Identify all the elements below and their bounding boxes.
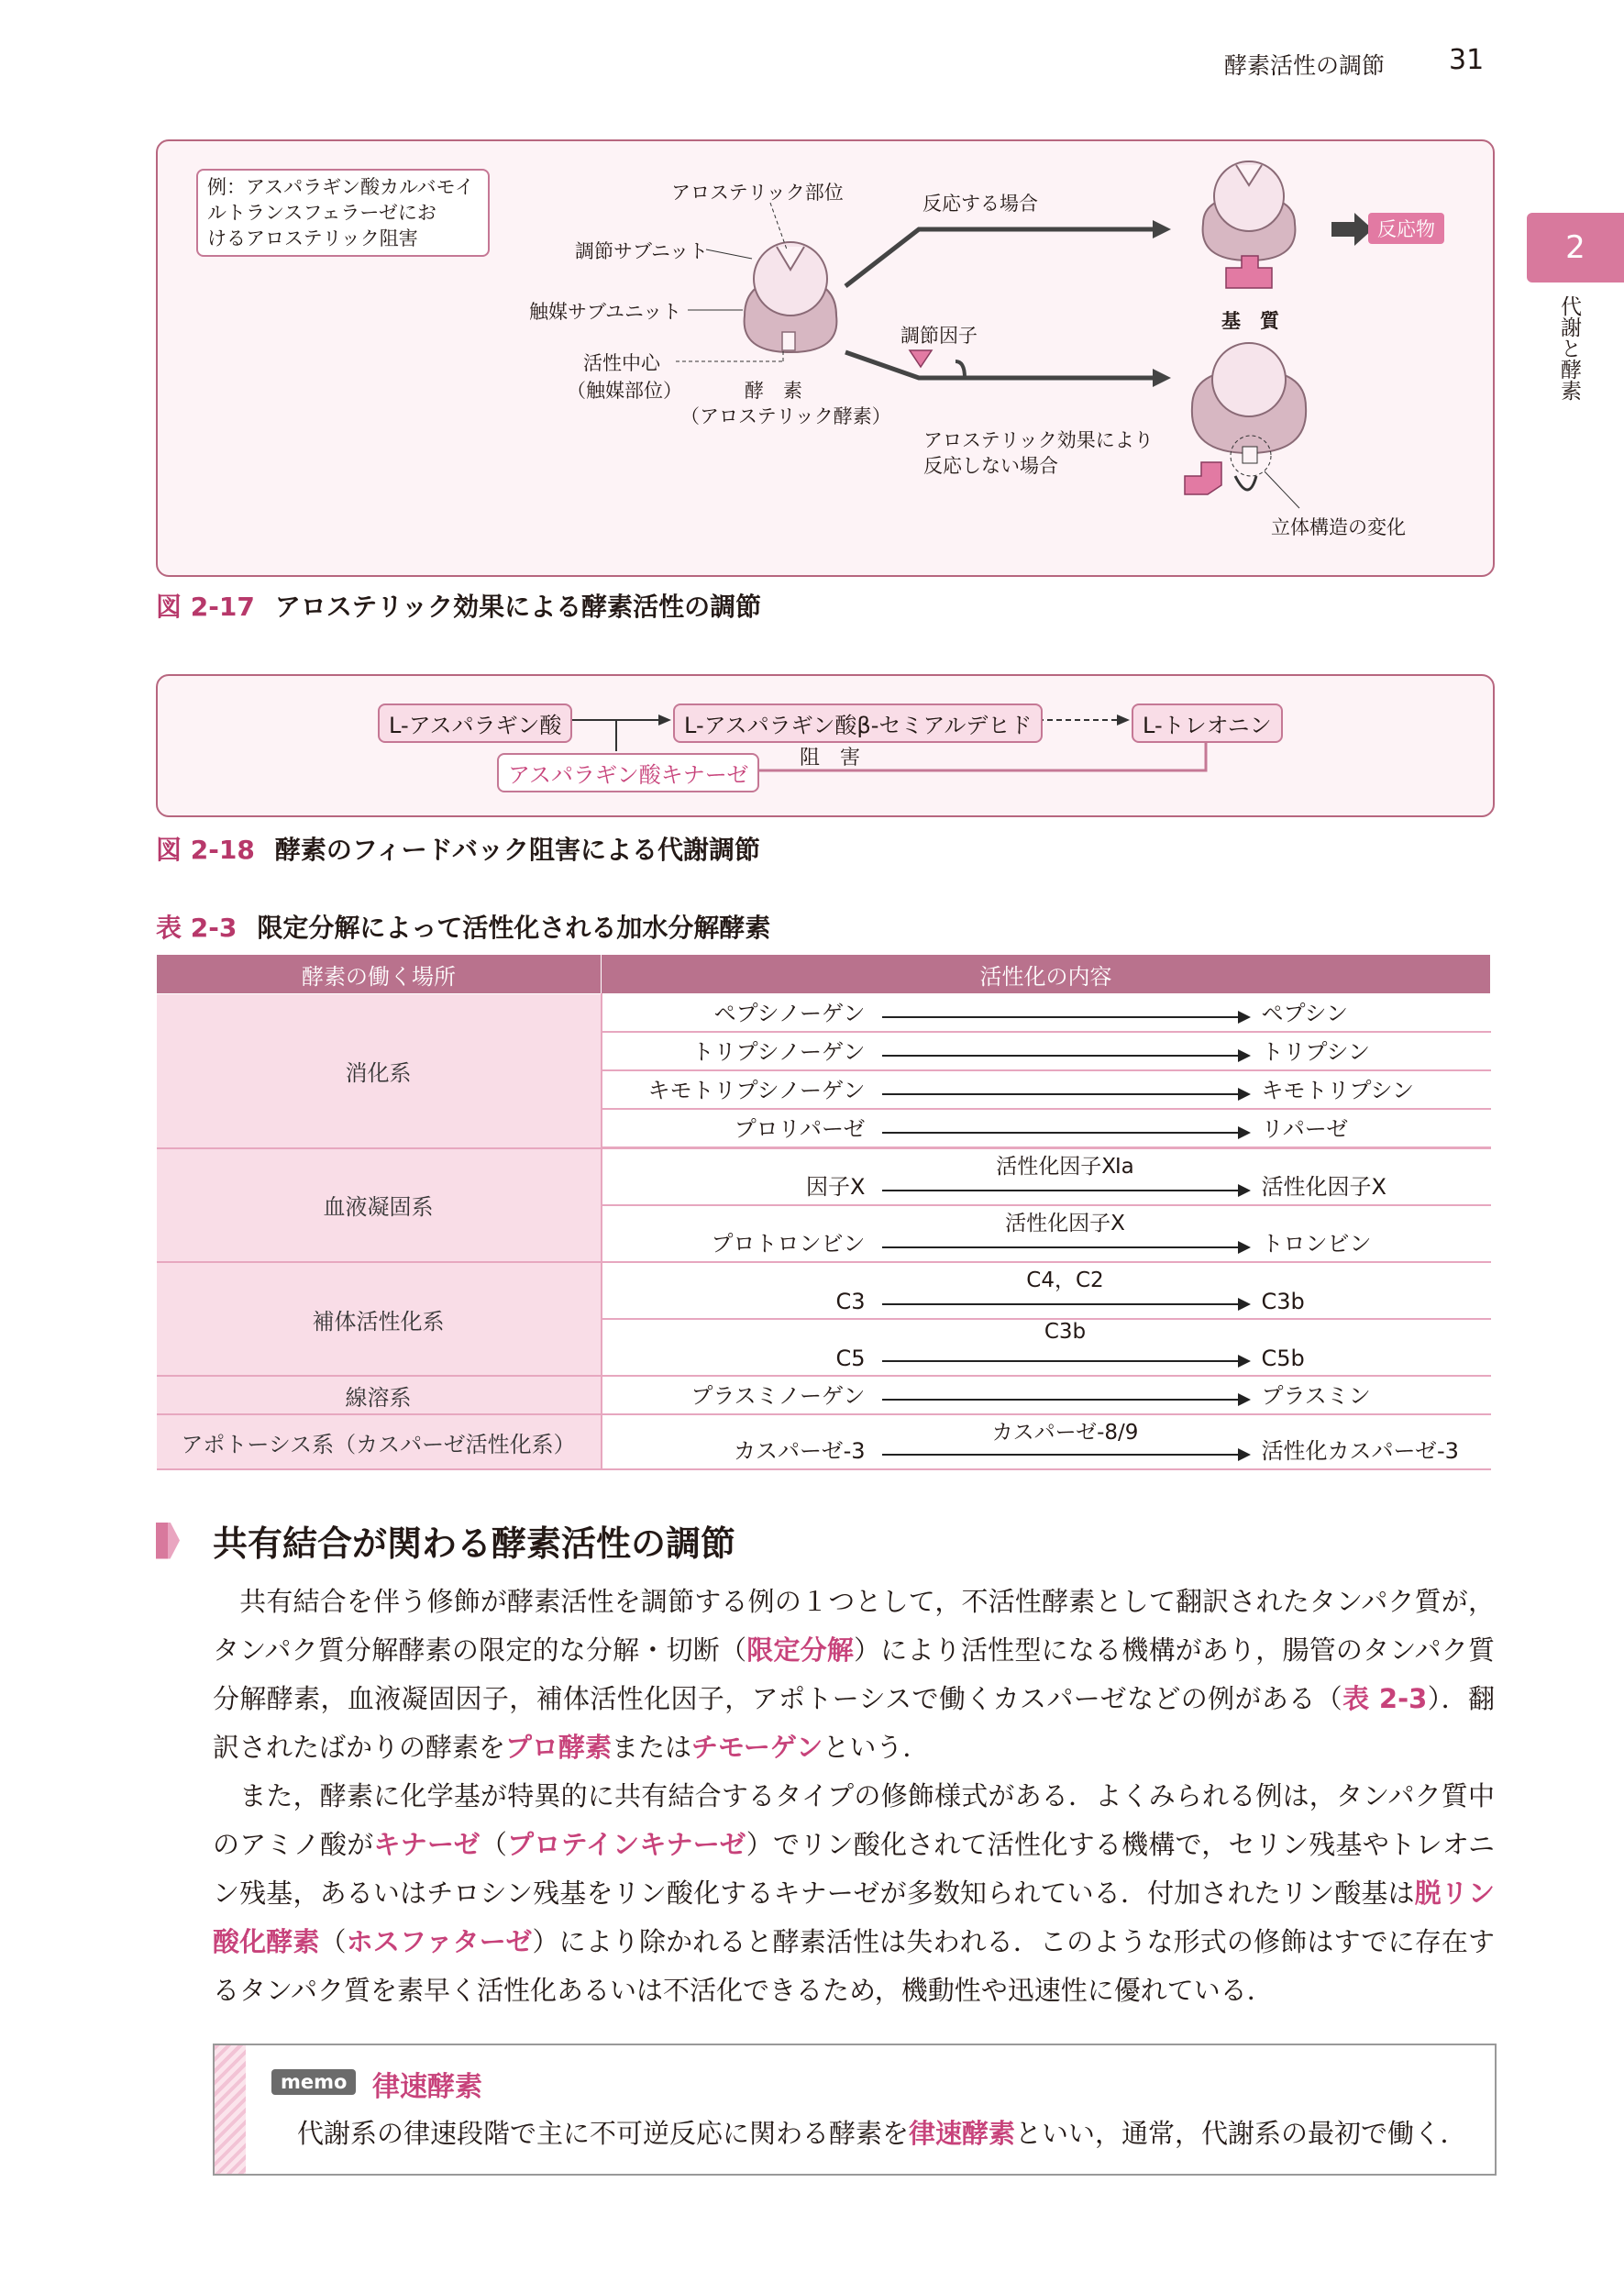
group-blood: 血液凝固系 (157, 1148, 602, 1263)
memo-title: 律速酵素 (372, 2071, 482, 2103)
label-conformation: 立体構造の変化 (1271, 516, 1406, 538)
activation-row (602, 1070, 1491, 1109)
arrow-head-icon (1238, 1184, 1251, 1197)
activator: C3b (1044, 1320, 1087, 1344)
paragraph-1: 共有結合を伴う修飾が酵素活性を調節する例の１つとして，不活性酵素として翻訳されたタンパク質が，タンパク質分解酵素の限定的な分解・切断（限定分解）により活性型になる機構があり，腸管のタンパク質分解酵素，血液凝固因子，補体活性化因子，アポトーシスで働くカスパーゼなどの例がある（表 2-3）．翻訳されたばかりの酵素をプロ酵素またはチモーゲンという． (213, 1586, 1495, 1763)
col-header-site: 酵素の働く場所 (157, 955, 602, 994)
precursor: キモトリプシノーゲン (647, 1078, 866, 1103)
active-form: C3b (1261, 1289, 1305, 1314)
activation-row (602, 1262, 1491, 1319)
activation-row (602, 1205, 1491, 1262)
precursor: C5 (835, 1346, 866, 1371)
activation-row (602, 1376, 1491, 1414)
page-number: 31 (1449, 44, 1485, 76)
activation-arrow (882, 1320, 1249, 1375)
col-header-activation: 活性化の内容 (602, 955, 1491, 994)
memo-body: 代謝系の律速段階で主に不可逆反応に関わる酵素を律速酵素といい，通常，代謝系の最初で働く． (297, 2118, 1467, 2149)
section-heading: 共有結合が関わる酵素活性の調節 (156, 1515, 735, 1566)
activation-arrow (882, 1377, 1249, 1413)
precursor: カスパーゼ-3 (734, 1438, 866, 1464)
precursor: ペプシノーゲン (713, 1001, 866, 1026)
chapter-tab: 2 (1527, 213, 1624, 282)
activation-arrow (882, 1033, 1249, 1069)
label-regulatory-subunit: 調節サブニット (575, 240, 709, 262)
activation-arrow (882, 1206, 1249, 1261)
paragraph-2: また，酵素に化学基が特異的に共有結合するタイプの修飾様式がある．よくみられる例は，タンパク質中のアミノ酸がキナーゼ（プロテインキナーゼ）でリン酸化されて活性化する機構で，セリン残基やトレオニン残基，あるいはチロシン残基をリン酸化するキナーゼが多数知られている．付加されたリン酸基は脱リン酸化酵素（ホスファターゼ）により除かれると酵素活性は失われる．このような形式の修飾はすでに存在するタンパク質を素早く活性化あるいは不活化できるため，機動性や迅速性に優れている． (213, 1780, 1495, 2006)
activation-row (602, 1319, 1491, 1376)
label-inhibit: 阻 害 (800, 747, 861, 770)
active-form: トリプシン (1261, 1039, 1370, 1065)
label-substrate: 基 質 (1221, 310, 1279, 332)
activator: 活性化因子Ⅺa (996, 1155, 1134, 1179)
arrow-head-icon (1238, 1088, 1251, 1101)
activation-arrow (882, 994, 1249, 1031)
figure-2-17 (156, 139, 1495, 577)
enzyme-shape (745, 242, 837, 352)
activation-arrow (882, 1071, 1249, 1108)
arrow-head-icon (1238, 1448, 1251, 1461)
running-header: 酵素活性の調節 (1224, 52, 1386, 79)
arrow-head-icon (1238, 1126, 1251, 1139)
chapter-label: 代謝と酵素 (1557, 295, 1581, 401)
arrow-head-icon (1238, 1298, 1251, 1311)
example-box: 例：アスパラギン酸カルバモイ ルトランスフェラーゼにお けるアロステリック阻害 (196, 169, 490, 257)
section-marker-icon (156, 1523, 180, 1559)
active-form: プラスミン (1261, 1383, 1371, 1409)
label-product: 反応物 (1368, 213, 1444, 244)
active-form: ペプシン (1261, 1001, 1348, 1026)
active-form: キモトリプシン (1261, 1078, 1414, 1103)
activation-arrow (882, 1263, 1249, 1318)
label-enzyme: 酵 素 (745, 380, 802, 402)
group-fibrinolysis: 線溶系 (157, 1376, 602, 1414)
activation-arrow (882, 1415, 1249, 1468)
memo-stripe (215, 2045, 246, 2174)
arrow-head-icon (1238, 1393, 1251, 1406)
arrow-head-icon (1238, 1011, 1251, 1024)
node-aspartate-kinase: アスパラギン酸キナーゼ (497, 753, 759, 792)
precursor: プロトロンビン (711, 1231, 866, 1257)
figure-2-18 (156, 674, 1495, 817)
arrow-head-icon (1238, 1049, 1251, 1062)
label-allosteric-enzyme: （アロステリック酵素） (680, 405, 891, 427)
node-threonine: L-トレオニン (1132, 703, 1283, 743)
activation-row (602, 994, 1491, 1033)
allosteric-diagram (158, 141, 1493, 575)
active-form: 活性化カスパーゼ-3 (1261, 1438, 1459, 1464)
activation-row (602, 1414, 1491, 1469)
activation-row (602, 1109, 1491, 1148)
activator: カスパーゼ-8/9 (991, 1421, 1139, 1445)
label-active-center: 活性中心 (583, 352, 660, 374)
table-2-3 (156, 954, 1491, 1470)
precursor: プラスミノーゲン (690, 1383, 866, 1409)
group-complement: 補体活性化系 (157, 1262, 602, 1376)
activation-row (602, 1032, 1491, 1070)
precursor: C3 (835, 1289, 866, 1314)
node-asp: L-アスパラギン酸 (378, 703, 572, 743)
figure-2-17-caption: 図 2-17 アロステリック効果による酵素活性の調節 (156, 592, 762, 622)
group-apoptosis: アポトーシス系（カスパーゼ活性化系） (157, 1414, 602, 1469)
active-form: リパーゼ (1261, 1116, 1349, 1142)
precursor: 因子Ⅹ (806, 1174, 866, 1200)
node-asp-semialdehyde: L-アスパラギン酸β-セミアルデヒド (673, 703, 1043, 743)
activator: 活性化因子Ⅹ (1005, 1212, 1125, 1235)
table-2-3-title: 表 2-3 限定分解によって活性化される加水分解酵素 (156, 913, 771, 943)
group-digest: 消化系 (157, 994, 602, 1148)
figure-2-18-caption: 図 2-18 酵素のフィードバック阻害による代謝調節 (156, 835, 761, 865)
activation-arrow (882, 1149, 1249, 1204)
label-no-react: アロステリック効果により 反応しない場合 (923, 429, 1154, 477)
activator: C4，C2 (1026, 1268, 1104, 1292)
label-catalytic-site: （触媒部位） (567, 380, 682, 402)
memo-box (213, 2044, 1497, 2176)
activation-arrow (882, 1110, 1249, 1146)
precursor: プロリパーゼ (734, 1116, 866, 1142)
active-form: C5b (1261, 1346, 1305, 1371)
label-reacts: 反応する場合 (922, 193, 1038, 215)
activation-row (602, 1148, 1491, 1206)
label-catalytic-subunit: 触媒サブユニット (529, 301, 682, 323)
memo-tag: memo (271, 2069, 356, 2095)
label-regulator: 調節因子 (900, 325, 978, 347)
active-form: トロンビン (1261, 1231, 1372, 1257)
active-form: 活性化因子Ⅹ (1261, 1174, 1386, 1200)
label-allosteric-site: アロステリック部位 (671, 182, 844, 204)
arrow-head-icon (1238, 1355, 1251, 1368)
precursor: トリプシノーゲン (691, 1039, 866, 1065)
arrow-head-icon (1238, 1241, 1251, 1254)
